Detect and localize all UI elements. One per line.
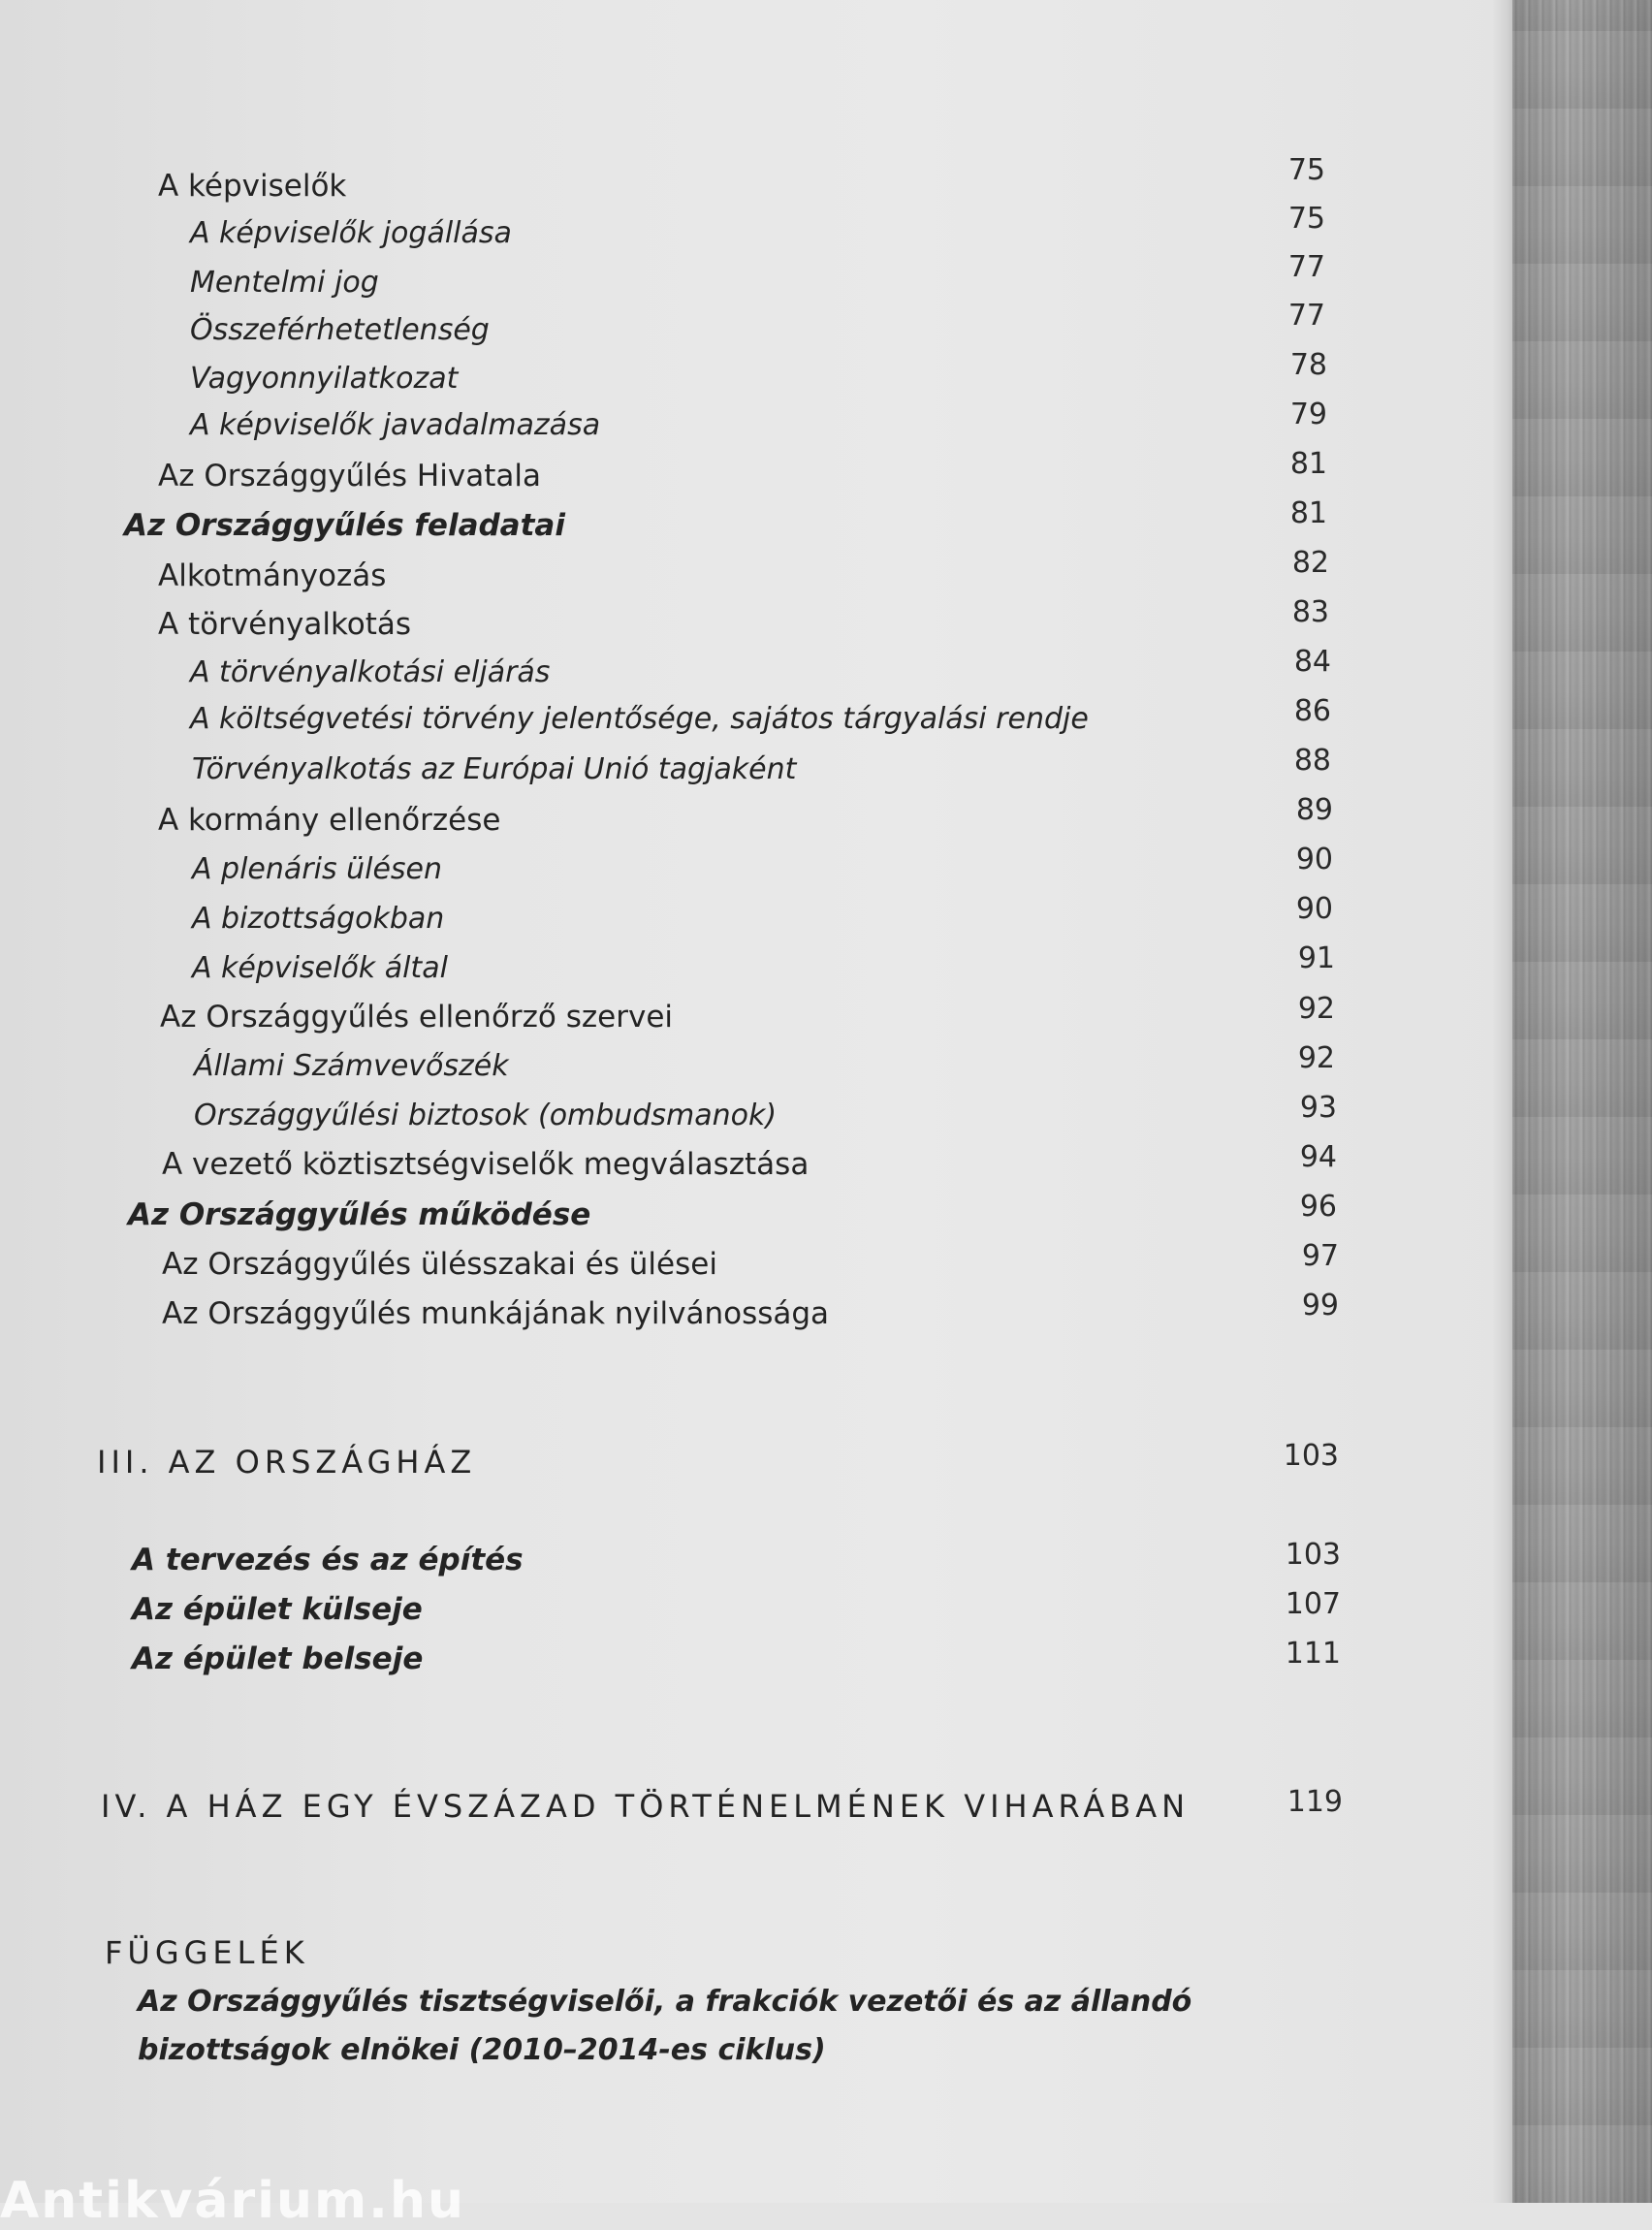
toc-section-label: Az épület belseje [132, 1641, 424, 1676]
toc-page-number: 79 [1289, 398, 1327, 431]
toc-entry-label: Az Országgyűlés ülésszakai és ülései [162, 1247, 717, 1282]
toc-page-number: 90 [1295, 843, 1333, 876]
toc-page-number: 103 [1283, 1439, 1339, 1473]
toc-page-number: 77 [1287, 250, 1325, 284]
toc-entry-label: A képviselők jogállása [190, 216, 512, 250]
toc-page-number: 81 [1289, 447, 1327, 481]
toc-page-number: 99 [1301, 1289, 1339, 1322]
appendix-entry: Az Országgyűlés tisztségviselői, a frakciók vezetői és az állandó bizottságok elnökei (2010–2014-es ciklus) [138, 1985, 1192, 2067]
toc-chapter-heading: III. AZ ORSZÁGHÁZ [97, 1444, 477, 1481]
wooden-background [1512, 0, 1652, 2203]
toc-section-label: Az Országgyűlés feladatai [124, 508, 565, 543]
toc-entry-label: Országgyűlési biztosok (ombudsmanok) [194, 1099, 778, 1132]
toc-page-number: 81 [1289, 496, 1327, 530]
toc-entry-label: Alkotmányozás [158, 558, 387, 593]
toc-entry-label: Az Országgyűlés ellenőrző szervei [160, 1000, 674, 1035]
toc-entry-label: A plenáris ülésen [192, 852, 443, 886]
toc-page-number: 107 [1285, 1587, 1341, 1621]
toc-page-number: 88 [1293, 744, 1331, 778]
toc-page-number: 82 [1291, 546, 1329, 580]
toc-entry-label: A kormány ellenőrzése [158, 803, 501, 838]
toc-entry-label: A törvényalkotás [158, 607, 412, 642]
toc-page-number: 84 [1293, 645, 1331, 679]
toc-entry-label: Az Országgyűlés munkájának nyilvánossága [162, 1296, 830, 1331]
toc-page-number: 92 [1297, 1041, 1335, 1075]
toc-entry-label: Mentelmi jog [190, 266, 379, 300]
toc-page-number: 86 [1293, 694, 1331, 728]
toc-entry-label: A képviselők által [192, 951, 448, 985]
toc-page-number: 93 [1299, 1091, 1337, 1125]
toc-page-number: 75 [1287, 153, 1325, 187]
toc-entry-label: Összeférhetetlenség [190, 313, 490, 347]
toc-page-number: 77 [1287, 299, 1325, 333]
toc-page-number: 75 [1287, 202, 1325, 236]
toc-page-number: 90 [1295, 892, 1333, 926]
appendix-heading: FÜGGELÉK [105, 1934, 309, 1971]
toc-section-label: A tervezés és az építés [132, 1543, 524, 1577]
toc-entry-label: Vagyonnyilatkozat [190, 362, 459, 396]
toc-page-number: 83 [1291, 595, 1329, 629]
toc-section-label: Az Országgyűlés működése [128, 1197, 591, 1232]
toc-entry-label: A bizottságokban [192, 902, 445, 936]
toc-page-number: 103 [1285, 1538, 1341, 1572]
toc-entry-label: A képviselők [158, 169, 347, 204]
toc-entry-label: A költségvetési törvény jelentősége, sajátos tárgyalási rendje [190, 702, 1089, 736]
toc-page-number: 89 [1295, 793, 1333, 827]
toc-section-label: Az épület külseje [132, 1592, 423, 1627]
toc-page-number: 119 [1287, 1785, 1343, 1819]
toc-page-number: 94 [1299, 1140, 1337, 1174]
toc-entry-label: A képviselők javadalmazása [190, 408, 601, 442]
toc-entry-label: A vezető köztisztségviselők megválasztása [162, 1147, 810, 1182]
toc-page-number: 91 [1297, 941, 1335, 975]
toc-chapter-heading: IV. A HÁZ EGY ÉVSZÁZAD TÖRTÉNELMÉNEK VIHARÁBAN [101, 1788, 1191, 1825]
toc-page-number: 97 [1301, 1239, 1339, 1273]
toc-entry-label: Az Országgyűlés Hivatala [158, 459, 541, 494]
toc-entry-label: Állami Számvevőszék [194, 1049, 509, 1083]
toc-page-number: 78 [1289, 348, 1327, 382]
toc-entry-label: Törvényalkotás az Európai Unió tagjaként [192, 752, 797, 786]
watermark: Antikvárium.hu [0, 2172, 465, 2230]
toc-page-number: 96 [1299, 1190, 1337, 1224]
toc-entry-label: A törvényalkotási eljárás [190, 655, 551, 689]
toc-page-number: 92 [1297, 992, 1335, 1026]
toc-page-number: 111 [1285, 1637, 1341, 1671]
